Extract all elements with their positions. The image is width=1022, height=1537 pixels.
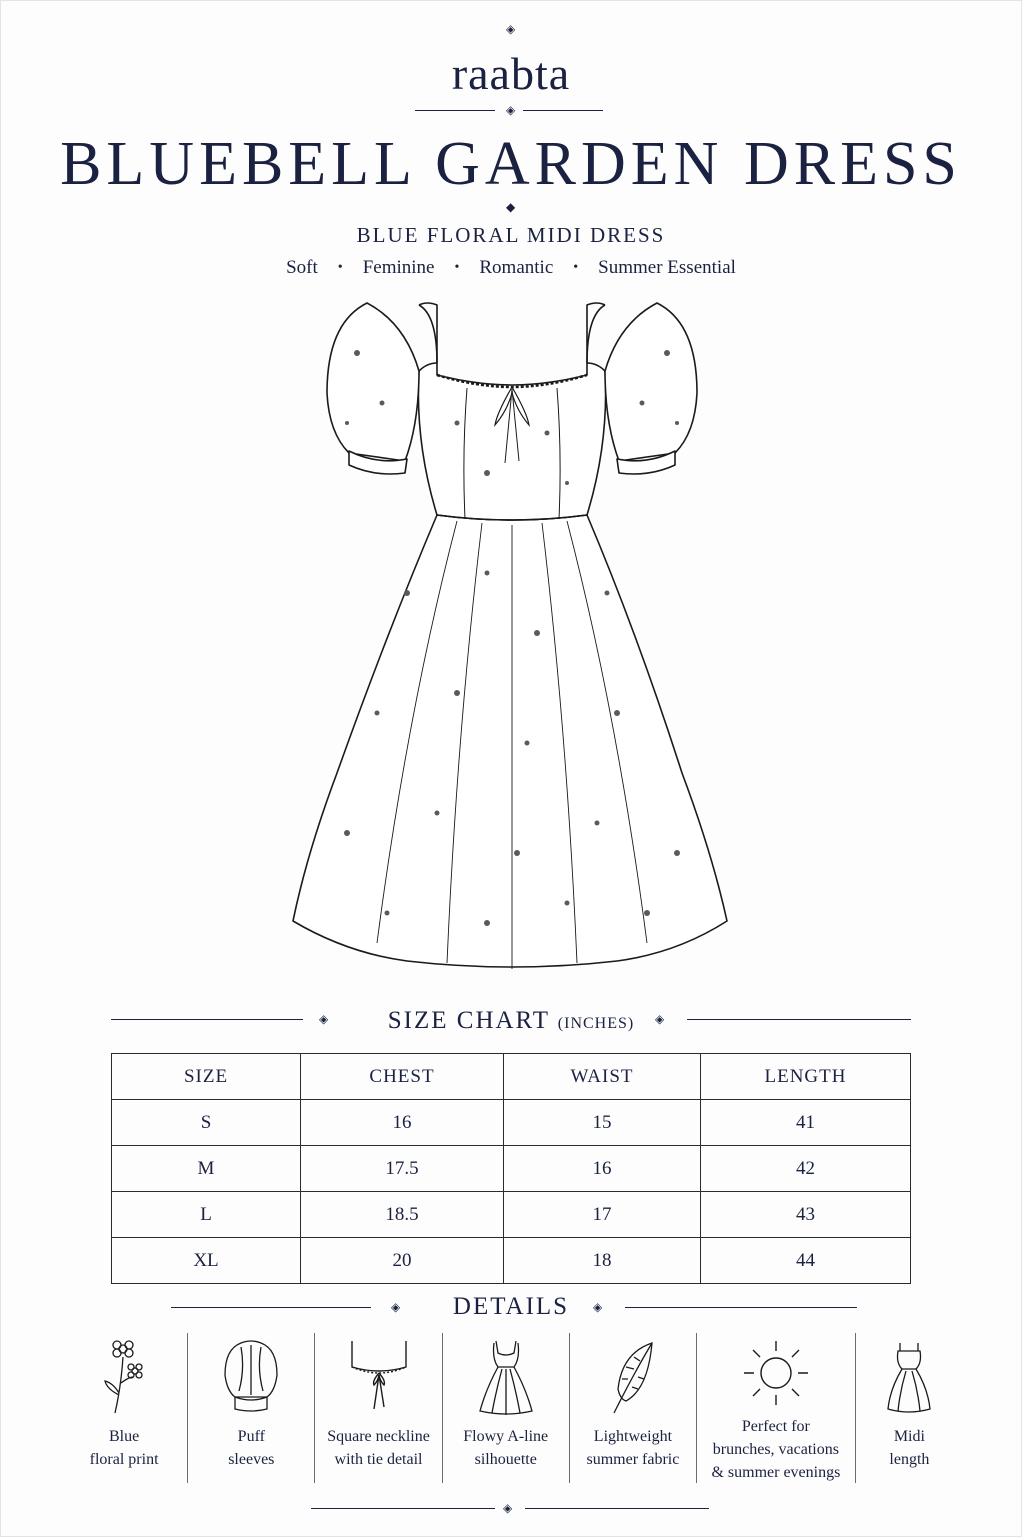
table-cell: S xyxy=(112,1100,301,1146)
table-row xyxy=(112,1100,911,1146)
table-row xyxy=(112,1238,911,1284)
table-cell: 42 xyxy=(701,1146,911,1192)
detail-label: Square neckline with tie detail xyxy=(327,1428,430,1468)
puff-sleeve-icon xyxy=(221,1339,281,1415)
title-diamond-icon: ◆ xyxy=(506,200,516,214)
table-cell: 41 xyxy=(701,1100,911,1146)
tag: Soft xyxy=(286,257,318,278)
table-cell: L xyxy=(112,1192,301,1238)
detail-puff-sleeves xyxy=(187,1333,314,1483)
detail-label: Lightweight summer fabric xyxy=(586,1428,680,1468)
subtitle: BLUE FLORAL MIDI DRESS xyxy=(356,223,666,247)
table-cell: 44 xyxy=(701,1238,911,1284)
table-cell: M xyxy=(112,1146,301,1192)
details-row xyxy=(61,1333,963,1483)
detail-neckline xyxy=(314,1333,441,1483)
column-header: CHEST xyxy=(301,1054,504,1100)
brand-rule-right xyxy=(523,110,603,111)
table-row xyxy=(112,1192,911,1238)
table-cell: 18.5 xyxy=(301,1192,504,1238)
table-cell: 17 xyxy=(504,1192,701,1238)
table-cell: XL xyxy=(112,1238,301,1284)
sun-icon xyxy=(740,1337,812,1409)
page-title: BLUEBELL GARDEN DRESS xyxy=(60,130,962,198)
flower-icon xyxy=(99,1337,149,1415)
detail-label: Blue floral print xyxy=(89,1428,159,1468)
table-cell: 16 xyxy=(301,1100,504,1146)
bottom-rule-right xyxy=(525,1508,709,1509)
brand-name: raabta xyxy=(451,48,571,99)
detail-label: Flowy A-line silhouette xyxy=(463,1428,549,1468)
detail-fabric xyxy=(569,1333,696,1483)
detail-label: Perfect for brunches, vacations & summer evenings xyxy=(711,1418,841,1481)
column-header: WAIST xyxy=(504,1054,701,1100)
details-heading: DETAILS xyxy=(452,1293,570,1320)
feather-icon xyxy=(608,1339,658,1415)
detail-label: Midi length xyxy=(889,1428,930,1468)
brand-diamond-icon: ◈ xyxy=(506,103,516,117)
table-row xyxy=(112,1146,911,1192)
table-cell: 18 xyxy=(504,1238,701,1284)
dress-illustration xyxy=(287,293,737,983)
table-cell: 15 xyxy=(504,1100,701,1146)
detail-floral-print xyxy=(61,1333,187,1483)
size-chart-diamond-right-icon: ◈ xyxy=(655,1012,665,1026)
tag: Romantic xyxy=(479,257,554,278)
table-cell: 20 xyxy=(301,1238,504,1284)
detail-a-line xyxy=(442,1333,569,1483)
column-header: SIZE xyxy=(112,1054,301,1100)
size-chart-rule-right xyxy=(687,1019,911,1020)
table-cell: 16 xyxy=(504,1146,701,1192)
bottom-diamond-icon: ◈ xyxy=(503,1501,513,1515)
neckline-icon xyxy=(344,1339,414,1415)
table-cell: 17.5 xyxy=(301,1146,504,1192)
size-chart-heading: SIZE CHART (INCHES) xyxy=(387,1007,635,1034)
table-cell: 43 xyxy=(701,1192,911,1238)
tag: Feminine xyxy=(362,257,435,278)
top-diamond-icon: ◈ xyxy=(506,22,516,36)
detail-midi-length xyxy=(855,1333,963,1483)
size-chart-diamond-left-icon: ◈ xyxy=(319,1012,329,1026)
column-header: LENGTH xyxy=(701,1054,911,1100)
detail-occasion xyxy=(696,1333,855,1483)
brand-rule-left xyxy=(415,110,495,111)
detail-label: Puff sleeves xyxy=(228,1428,275,1468)
details-rule-right xyxy=(625,1307,857,1308)
tag: Summer Essential xyxy=(598,257,736,278)
style-tags: Soft • Feminine • Romantic • Summer Essential xyxy=(286,257,736,278)
size-chart-unit: (INCHES) xyxy=(557,1015,635,1032)
a-line-dress-icon xyxy=(476,1339,536,1415)
midi-dress-icon xyxy=(884,1339,934,1415)
details-diamond-right-icon: ◈ xyxy=(593,1300,603,1314)
size-chart-table xyxy=(111,1053,911,1284)
table-header-row xyxy=(112,1054,911,1100)
details-diamond-left-icon: ◈ xyxy=(391,1300,401,1314)
bottom-rule-left xyxy=(311,1508,495,1509)
